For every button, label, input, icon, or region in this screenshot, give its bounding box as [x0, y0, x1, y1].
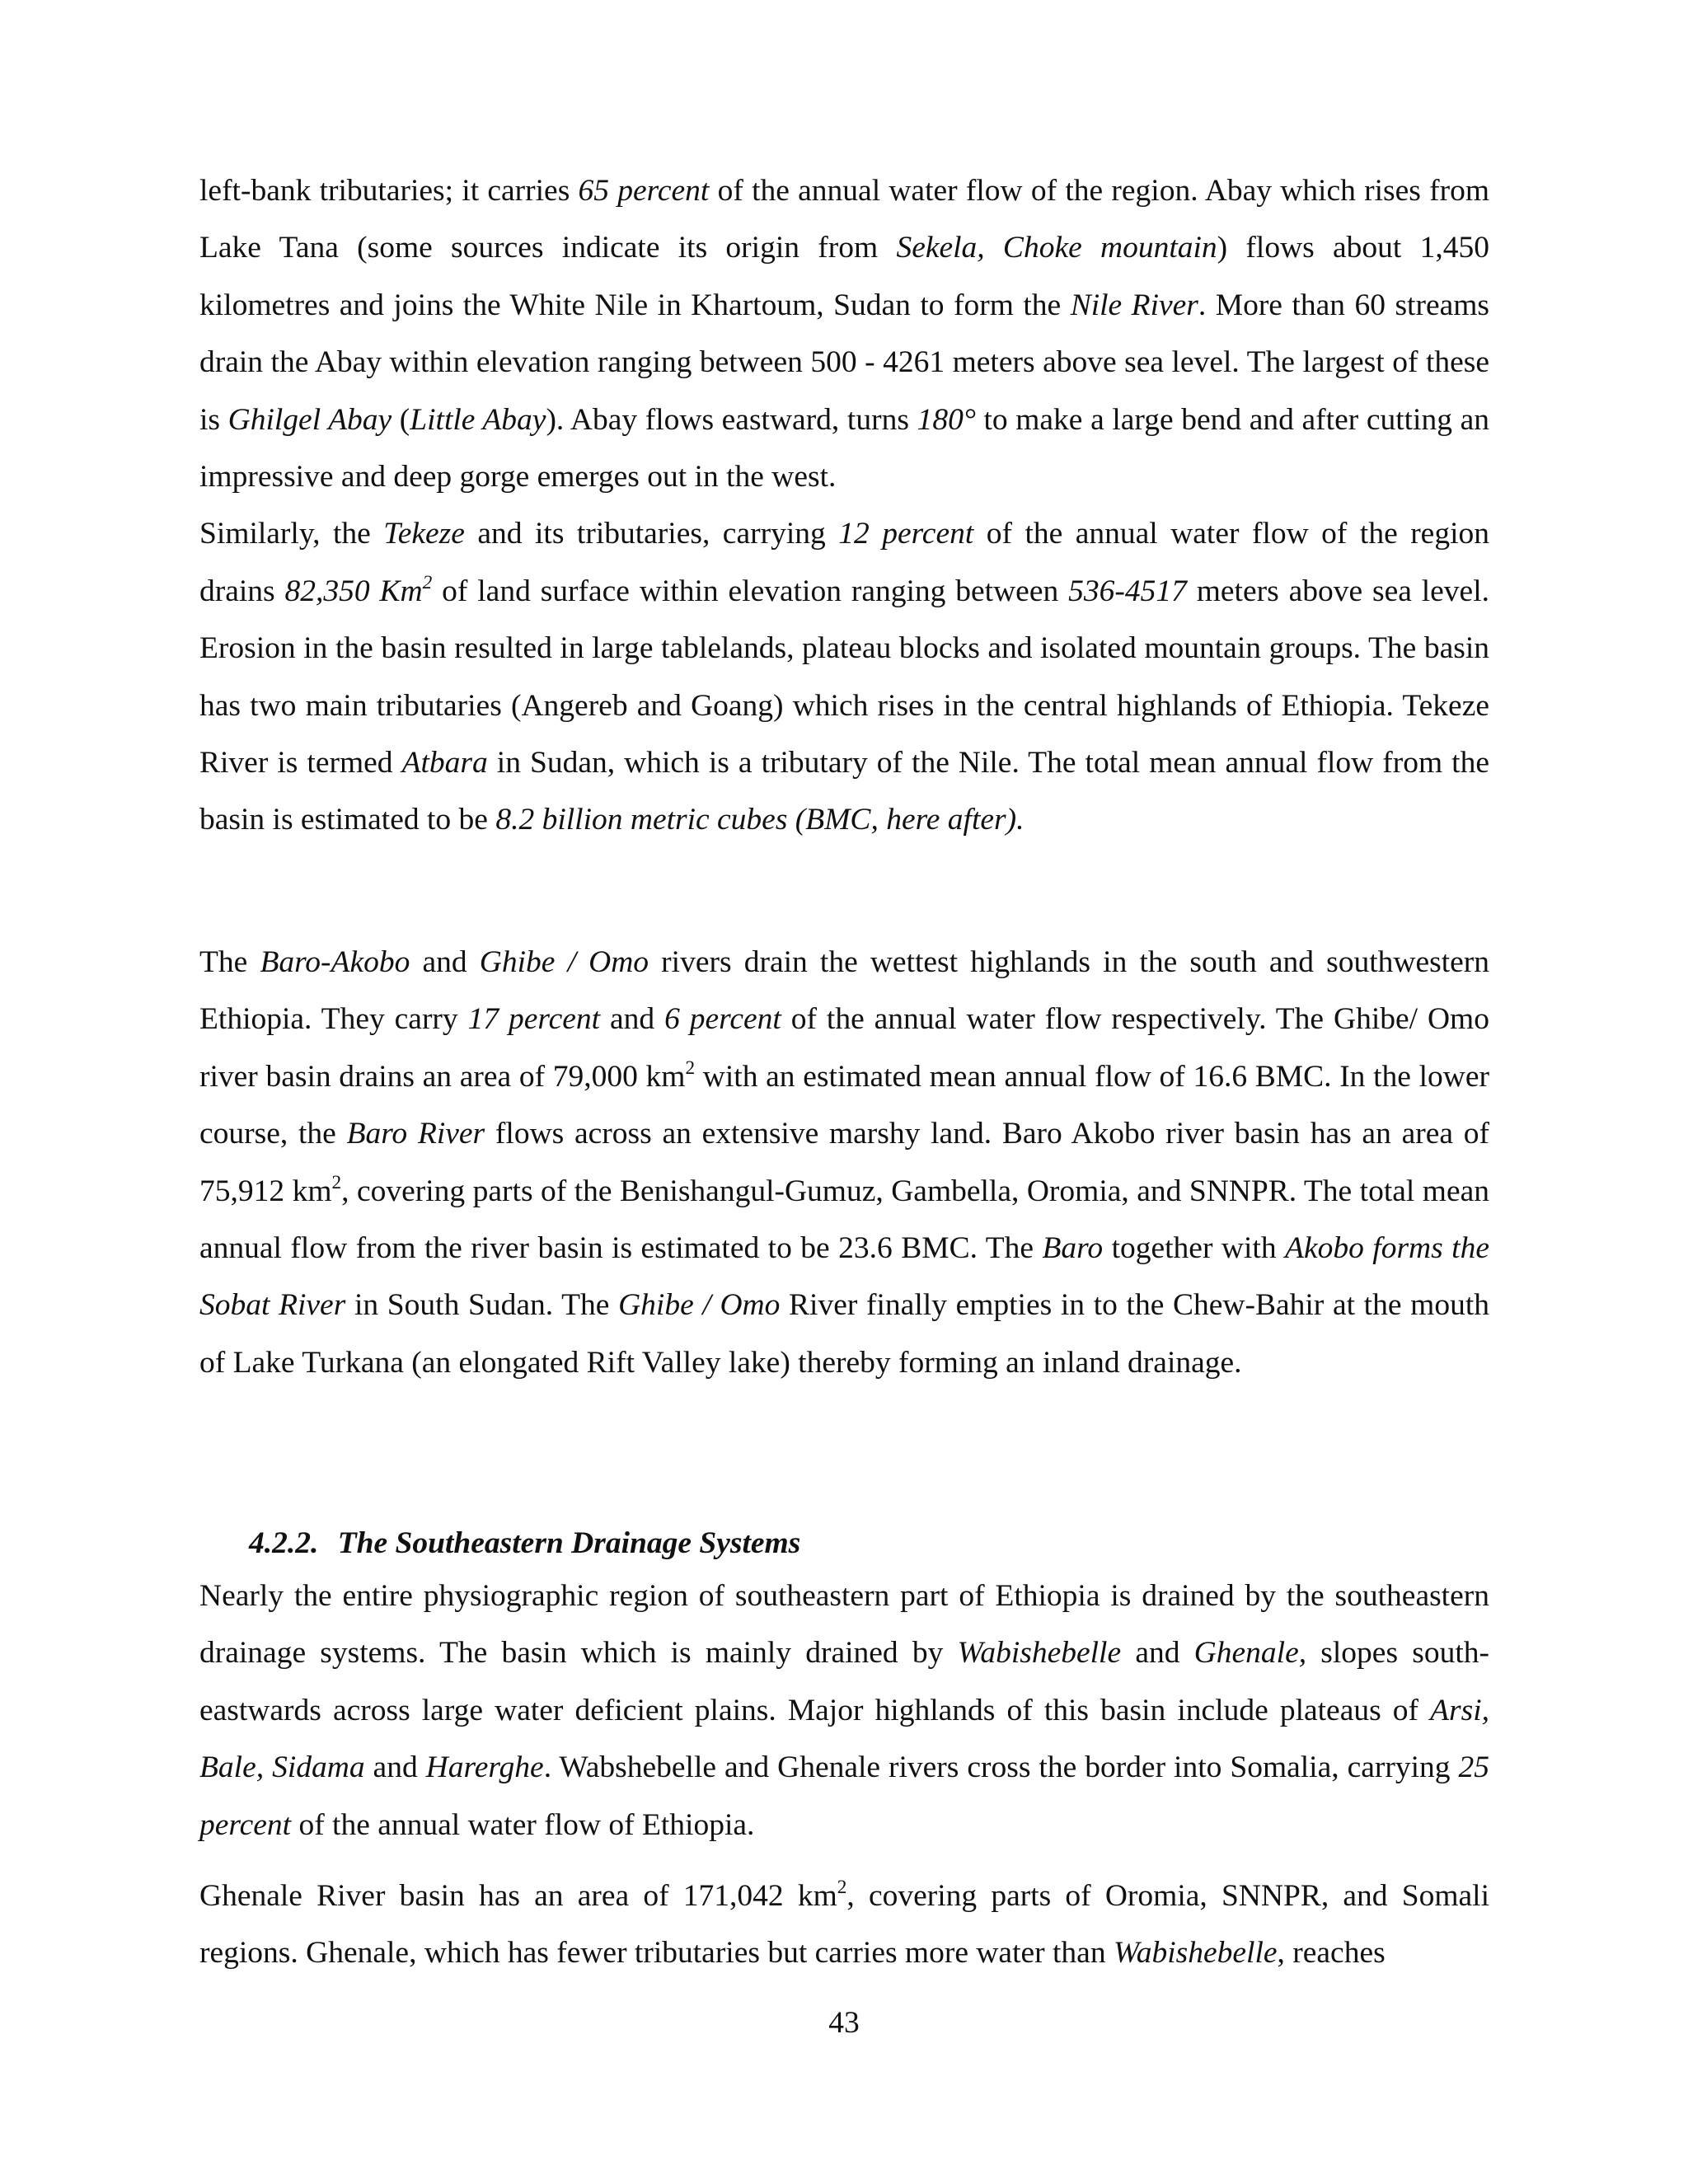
text-run: of land surface within elevation ranging between [432, 574, 1069, 608]
italic-text: 536-4517 [1068, 574, 1187, 608]
paragraph-text [199, 934, 1489, 1391]
text-run: . More than 60 streams drain the Abay within elevation ranging between 500 - 4261 meters above sea level. The largest of these is [199, 288, 1490, 437]
paragraph-text [199, 162, 1489, 849]
text-run: of the annual water flow of the region drains [199, 517, 1489, 608]
paragraph-southeastern-drainage [199, 1568, 1489, 1854]
text-run: of the annual water flow of the region. Abay which rises from Lake Tana (some sources indicate its origin from [199, 174, 1489, 265]
italic-text: 8.2 billion metric cubes (BMC, here after). [495, 803, 1025, 837]
superscript: 2 [837, 1876, 847, 1898]
text-run: to make a large bend and after cutting an impressive and deep gorge emerges out in the west. [199, 402, 1489, 494]
text-run: of the annual water flow of Ethiopia. [291, 1807, 755, 1842]
italic-text: Little Abay [410, 402, 546, 437]
italic-text: Harerghe [425, 1750, 544, 1785]
text-run: flows across an extensive marshy land. Baro Akobo river basin has an area of 75,912 km [199, 1117, 1489, 1208]
italic-text: Ghibe / Omo [618, 1288, 781, 1323]
italic-text: 180° [917, 402, 976, 437]
italic-text: Akobo forms the Sobat River [199, 1231, 1489, 1323]
italic-text: Arsi, Bale, Sidama [199, 1693, 1489, 1785]
text-run: and [364, 1750, 426, 1785]
italic-text: Tekeze [383, 517, 465, 551]
text-run: with an estimated mean annual flow of 16.6 BMC. In the lower course, the [199, 1059, 1489, 1151]
italic-text: 12 percent [838, 517, 974, 551]
text-run: left-bank tributaries; it carries [199, 174, 579, 208]
text-run: of the annual water flow respectively. The Ghibe/ Omo river basin drains an area of 79,000 km [199, 1002, 1489, 1094]
text-run: and [1121, 1636, 1194, 1671]
italic-text: Ghenale, [1193, 1636, 1307, 1671]
text-run: and [410, 945, 480, 979]
text-run: ) flows about 1,450 kilometres and joins the White Nile in Khartoum, Sudan to form the [199, 231, 1489, 322]
paragraph-abay-tekeze [199, 162, 1489, 849]
paragraph-baro-akobo-omo [199, 934, 1489, 1391]
italic-text: Baro River [346, 1117, 485, 1151]
page-number: 43 [828, 2006, 860, 2040]
italic-text: Wabishebelle [957, 1636, 1122, 1671]
italic-text: 6 percent [664, 1002, 781, 1037]
italic-text: Sekela, Choke mountain [896, 231, 1217, 265]
italic-text: Wabishebelle [1113, 1936, 1278, 1971]
italic-text: 65 percent [578, 174, 710, 208]
text-run: River finally empties in to the Chew-Bahir at the mouth of Lake Turkana (an elongated Rift Valley lake) thereby forming an inland drainage. [199, 1288, 1489, 1380]
italic-text: Atbara [401, 746, 488, 780]
paragraph-ghenale-basin [199, 1868, 1489, 1982]
text-run: and its tributaries, carrying [464, 517, 839, 551]
italic-text: Ghilgel Abay [227, 402, 392, 437]
text-run: Nearly the entire physiographic region of southeastern part of Ethiopia is drained by the southeastern drainage systems. The basin which is mainly drained by [199, 1579, 1489, 1671]
text-run: Ghenale River basin has an area of 171,042 km [199, 1879, 837, 1913]
text-run: and [600, 1002, 665, 1037]
section-title: The Southeastern Drainage Systems [337, 1526, 801, 1560]
text-run: meters above sea level. Erosion in the basin resulted in large tablelands, plateau blocks and isolated mountain groups. The basin has two main tributaries (Angereb and Goang) which rises in the central highlands of Ethiopia. Tekeze River is termed [199, 574, 1489, 780]
text-run: together with [1103, 1231, 1286, 1266]
text-run: slopes south-eastwards across large water deficient plains. Major highlands of this basin include plateaus of [199, 1636, 1489, 1727]
superscript: 2 [685, 1057, 696, 1079]
text-run: , reaches [1277, 1936, 1386, 1971]
text-run: . Wabshebelle and Ghenale rivers cross the border into Somalia, carrying [543, 1750, 1459, 1785]
text-run: in South Sudan. The [345, 1288, 619, 1323]
text-run: , covering parts of Oromia, SNNPR, and Somali regions. Ghenale, which has fewer tributaries but carries more water than [199, 1879, 1489, 1971]
italic-text: 17 percent [467, 1002, 601, 1037]
italic-text: Nile River [1070, 288, 1198, 322]
superscript: 2 [331, 1171, 342, 1193]
text-run: rivers drain the wettest highlands in the south and southwestern Ethiopia. They carry [199, 945, 1489, 1037]
text-run: in Sudan, which is a tributary of the Nile. The total mean annual flow from the basin is estimated to be [199, 746, 1489, 837]
text-run: Similarly, the [199, 517, 384, 551]
italic-text: Baro-Akobo [260, 945, 410, 979]
section-heading [249, 1515, 800, 1572]
section-number: 4.2.2. [249, 1526, 319, 1560]
italic-text: 82,350 Km [284, 574, 423, 608]
text-run: ). Abay flows eastward, turns [546, 402, 917, 437]
paragraph-text [199, 1868, 1489, 1982]
italic-text: Ghibe / Omo [479, 945, 649, 979]
paragraph-text [199, 1568, 1489, 1854]
text-run: , covering parts of the Benishangul-Gumuz, Gambella, Oromia, and SNNPR. The total mean annual flow from the river basin is estimated to be 23.6 BMC. The [199, 1174, 1489, 1266]
superscript: 2 [422, 571, 433, 593]
italic-text: 25 percent [199, 1750, 1489, 1842]
text-run: The [199, 945, 260, 979]
text-run: ( [392, 402, 410, 437]
italic-text: Baro [1042, 1231, 1104, 1266]
